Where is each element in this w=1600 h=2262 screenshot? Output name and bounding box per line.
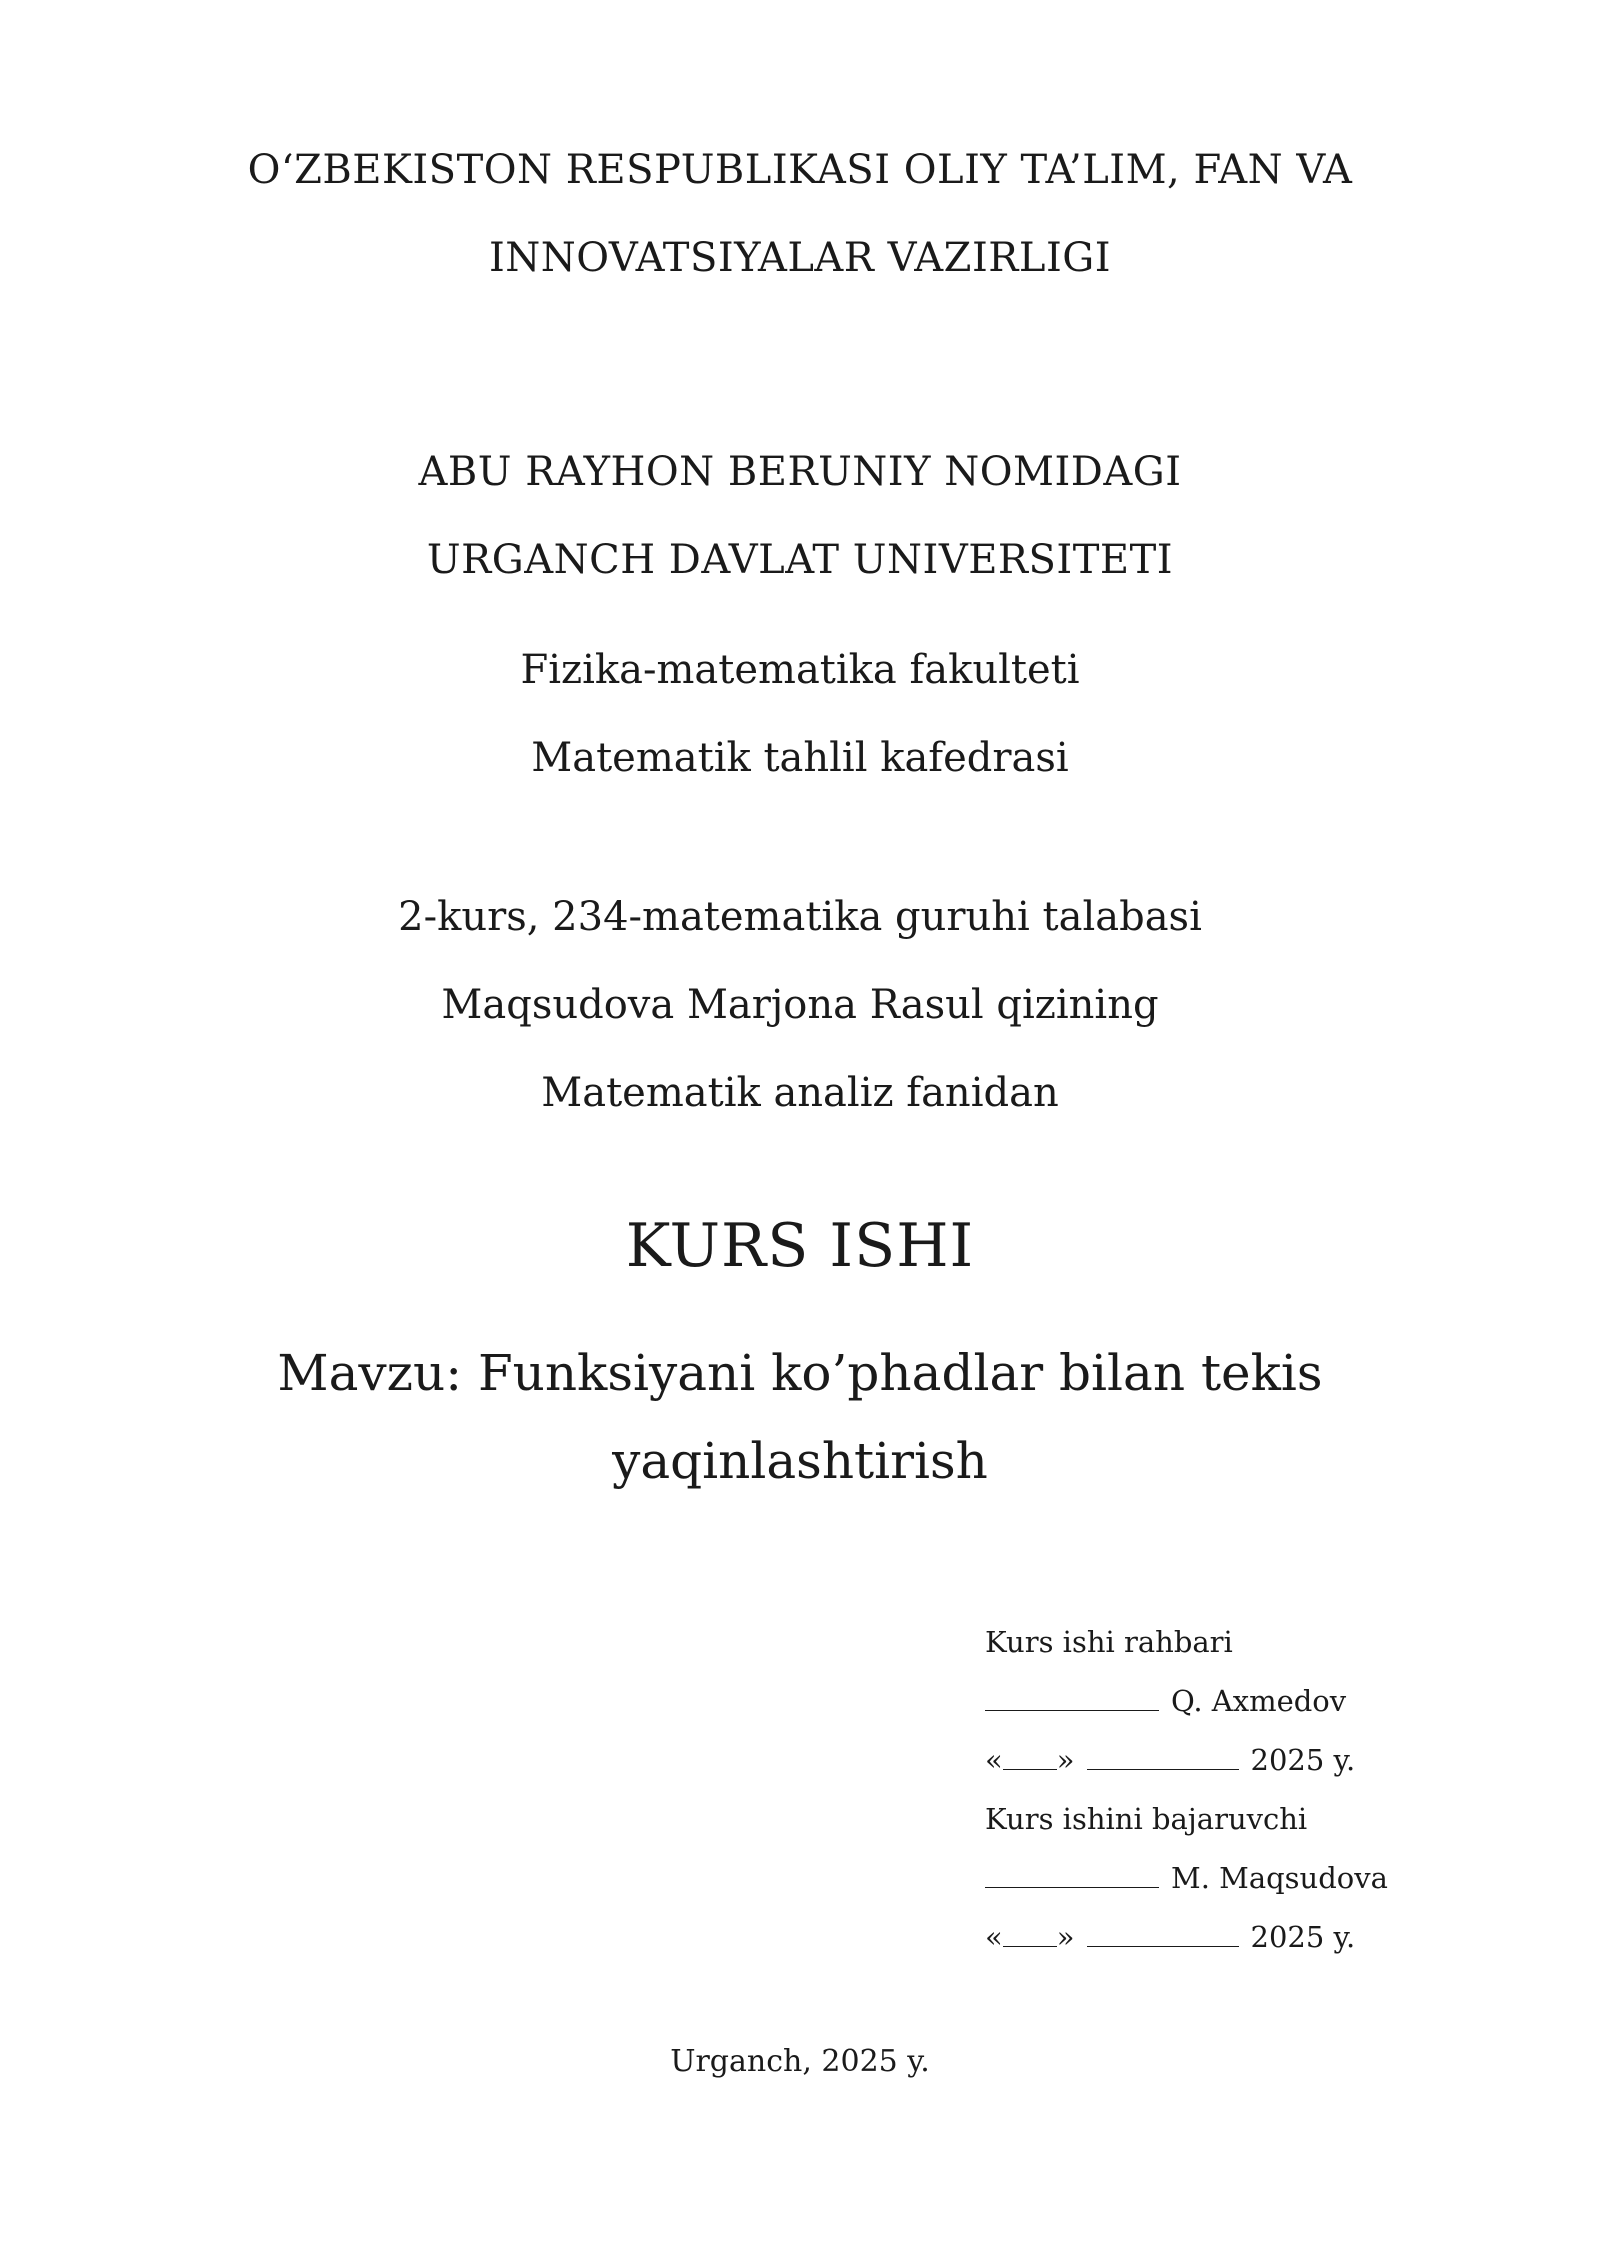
- month-blank: [1087, 1924, 1239, 1947]
- ministry-line-1: O‘ZBEKISTON RESPUBLIKASI OLIY TA’LIM, FAN VA: [247, 147, 1353, 193]
- executor-label: Kurs ishini bajaruvchi: [985, 1802, 1308, 1836]
- signature-blank: [985, 1688, 1159, 1711]
- university-line-2: URGANCH DAVLAT UNIVERSITETI: [426, 537, 1174, 583]
- supervisor-label: Kurs ishi rahbari: [985, 1625, 1233, 1659]
- topic-line-2: yaqinlashtirish: [612, 1432, 988, 1490]
- quote-open: «: [985, 1920, 1003, 1954]
- signature-blank: [985, 1865, 1159, 1888]
- faculty-name: Fizika-matematika fakulteti: [520, 647, 1080, 693]
- month-blank: [1087, 1747, 1239, 1770]
- student-name: Maqsudova Marjona Rasul qizining: [441, 982, 1159, 1028]
- day-blank: [1003, 1747, 1057, 1770]
- student-course-group: 2-kurs, 234-matematika guruhi talabasi: [398, 894, 1202, 940]
- department-name: Matematik tahlil kafedrasi: [531, 735, 1069, 781]
- quote-close: »: [1056, 1743, 1075, 1777]
- supervisor-date-line: [985, 1743, 1356, 1777]
- executor-year: 2025 y.: [1250, 1920, 1356, 1954]
- work-type-title: KURS ISHI: [625, 1211, 975, 1281]
- quote-open: «: [985, 1743, 1003, 1777]
- subject-name: Matematik analiz fanidan: [541, 1070, 1059, 1116]
- quote-close: »: [1056, 1920, 1075, 1954]
- executor-date-line: [985, 1920, 1356, 1954]
- place-and-year: Urganch, 2025 y.: [670, 2044, 930, 2079]
- day-blank: [1003, 1924, 1057, 1947]
- topic-line-1: Mavzu: Funksiyani ko’phadlar bilan tekis: [277, 1344, 1323, 1402]
- supervisor-year: 2025 y.: [1250, 1743, 1356, 1777]
- supervisor-signature-line: [985, 1684, 1347, 1718]
- university-line-1: ABU RAYHON BERUNIY NOMIDAGI: [418, 449, 1182, 495]
- executor-signature-line: [985, 1861, 1388, 1895]
- supervisor-name: Q. Axmedov: [1171, 1684, 1347, 1718]
- executor-name: M. Maqsudova: [1171, 1861, 1388, 1895]
- ministry-line-2: INNOVATSIYALAR VAZIRLIGI: [489, 235, 1111, 281]
